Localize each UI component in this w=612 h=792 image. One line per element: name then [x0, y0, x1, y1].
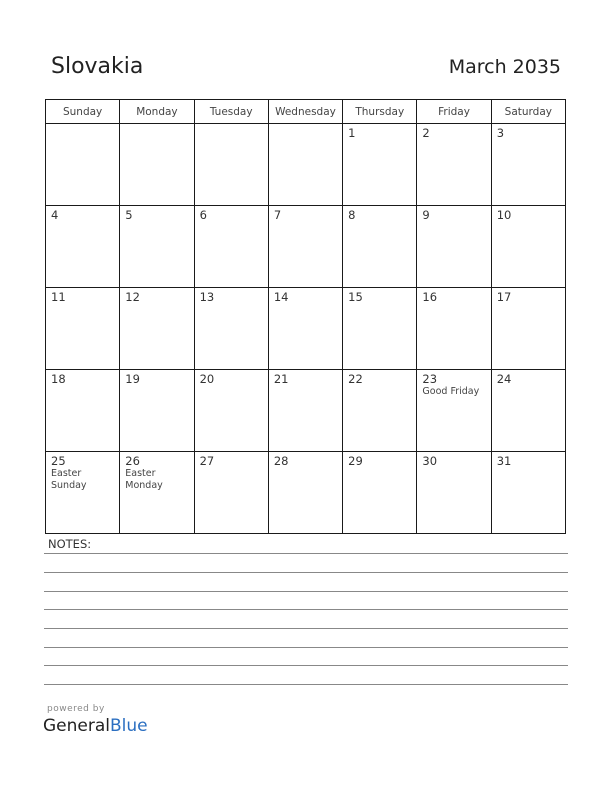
day-number: 22: [348, 372, 363, 386]
day-cell: [268, 370, 342, 452]
day-number: 13: [199, 290, 215, 304]
weekday-friday: Friday: [417, 100, 491, 124]
note-line: [44, 665, 568, 666]
powered-by-text: powered by: [47, 704, 105, 714]
day-number: 20: [199, 372, 215, 386]
day-cell: [491, 124, 565, 206]
day-number: 24: [496, 372, 512, 386]
day-number: 17: [496, 290, 512, 304]
day-cell: [491, 288, 565, 370]
day-cell: [268, 206, 342, 288]
day-cell: [343, 206, 417, 288]
note-line: [44, 553, 568, 554]
day-cell: [417, 370, 491, 452]
day-number: 7: [273, 208, 282, 222]
holiday-label: Easter Sunday: [51, 468, 87, 491]
day-cell: [194, 206, 268, 288]
day-cell: [46, 370, 120, 452]
day-cell: [417, 206, 491, 288]
day-cell: [46, 288, 120, 370]
week-row: [46, 452, 566, 534]
day-cell: [268, 124, 342, 206]
day-cell: [268, 452, 342, 534]
day-number: 27: [199, 454, 215, 468]
week-row: [46, 206, 566, 288]
day-cell: [120, 452, 194, 534]
day-number: 3: [496, 126, 505, 140]
day-cell: [194, 288, 268, 370]
day-cell: [46, 124, 120, 206]
day-cell: [343, 370, 417, 452]
day-cell: [120, 288, 194, 370]
day-number: 8: [348, 208, 356, 222]
day-cell: [46, 452, 120, 534]
holiday-label: Easter Monday: [125, 468, 163, 491]
day-cell: [417, 124, 491, 206]
day-cell: [343, 452, 417, 534]
day-number: 1: [348, 126, 356, 140]
day-number: 29: [348, 454, 363, 468]
day-number: 2: [422, 126, 430, 140]
day-number: 30: [422, 454, 438, 468]
day-cell: [268, 288, 342, 370]
day-number: 21: [273, 372, 289, 386]
week-row: [46, 124, 566, 206]
month-year-title: March 2035: [448, 56, 561, 78]
weekday-monday: Monday: [120, 100, 194, 124]
day-cell: [343, 124, 417, 206]
brand-blue: Blue: [110, 716, 148, 736]
note-line: [44, 591, 568, 592]
day-cell: [343, 288, 417, 370]
day-cell: [194, 452, 268, 534]
note-line: [44, 628, 568, 629]
notes-label: NOTES:: [48, 537, 92, 551]
note-line: [44, 647, 568, 648]
week-row: [46, 288, 566, 370]
weekday-header-row: [46, 100, 566, 124]
weekday-tuesday: Tuesday: [194, 100, 268, 124]
day-number: 31: [496, 454, 512, 468]
day-cell: [120, 124, 194, 206]
day-number: 4: [51, 208, 59, 222]
day-number: 26: [125, 454, 140, 468]
day-cell: [194, 124, 268, 206]
weekday-saturday: Saturday: [491, 100, 565, 124]
note-line: [44, 572, 568, 573]
week-row: [46, 370, 566, 452]
day-number: 9: [422, 208, 430, 222]
day-number: 15: [348, 290, 363, 304]
day-number: 12: [125, 290, 140, 304]
country-title: Slovakia: [51, 54, 144, 79]
calendar-grid: [45, 99, 566, 534]
weekday-thursday: Thursday: [343, 100, 417, 124]
weekday-wednesday: Wednesday: [268, 100, 342, 124]
day-cell: [46, 206, 120, 288]
day-cell: [194, 370, 268, 452]
day-number: 11: [51, 290, 66, 304]
day-number: 28: [273, 454, 289, 468]
day-cell: [491, 452, 565, 534]
day-number: 18: [51, 372, 66, 386]
day-number: 14: [273, 290, 289, 304]
note-line: [44, 684, 568, 685]
brand-general: General: [43, 716, 110, 736]
day-number: 25: [51, 454, 66, 468]
day-cell: [417, 288, 491, 370]
day-number: 16: [422, 290, 438, 304]
day-number: 6: [199, 208, 207, 222]
weekday-sunday: Sunday: [46, 100, 120, 124]
day-cell: [120, 370, 194, 452]
day-cell: [120, 206, 194, 288]
holiday-label: Good Friday: [422, 386, 480, 397]
day-cell: [491, 370, 565, 452]
day-number: 19: [125, 372, 140, 386]
day-cell: [417, 452, 491, 534]
day-number: 10: [496, 208, 512, 222]
day-cell: [491, 206, 565, 288]
day-number: 23: [422, 372, 438, 386]
day-number: 5: [125, 208, 133, 222]
generalblue-logo: [43, 716, 148, 736]
note-line: [44, 609, 568, 610]
